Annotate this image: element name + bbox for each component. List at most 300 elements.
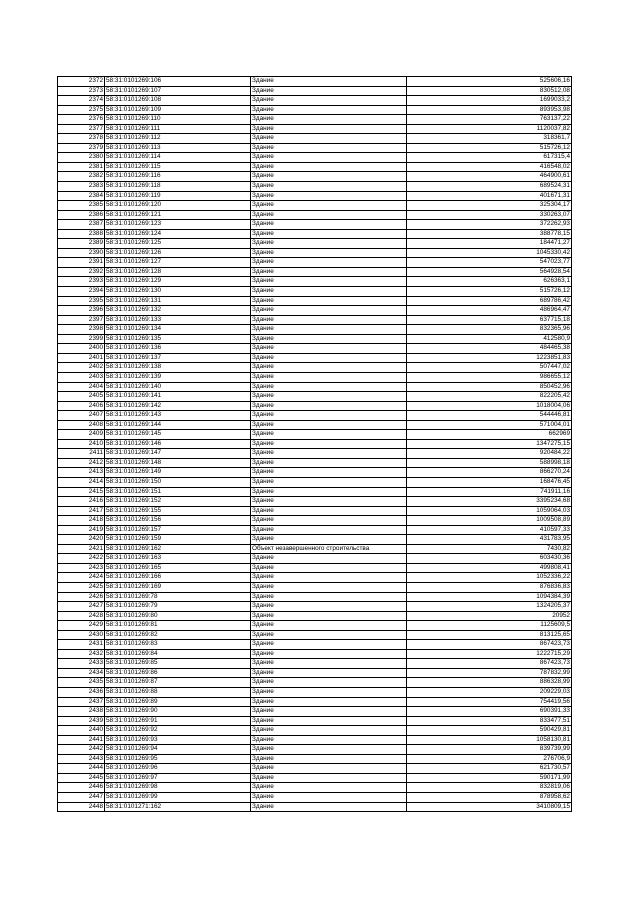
cadastral-number-cell: 58:31:0101269:106 (105, 77, 251, 87)
object-type-cell: Здание (251, 248, 407, 258)
cadastral-number-cell: 58:31:0101269:115 (105, 162, 251, 172)
cadastral-value-cell: 325304,17 (407, 201, 572, 211)
row-number-cell: 2437 (58, 697, 105, 707)
cadastral-value-cell: 3410809,15 (407, 802, 572, 812)
table-row (58, 621, 572, 631)
cadastral-value-cell: 416548,02 (407, 162, 572, 172)
cadastral-number-cell: 58:31:0101269:82 (105, 630, 251, 640)
cadastral-value-cell: 590429,81 (407, 726, 572, 736)
table-row (58, 592, 572, 602)
object-type-cell: Здание (251, 754, 407, 764)
row-number-cell: 2424 (58, 573, 105, 583)
cadastral-value-cell: 832365,96 (407, 325, 572, 335)
object-type-cell: Здание (251, 802, 407, 812)
table-row (58, 563, 572, 573)
table-row (58, 468, 572, 478)
cadastral-number-cell: 58:31:0101269:94 (105, 745, 251, 755)
cadastral-number-cell: 58:31:0101269:139 (105, 372, 251, 382)
cadastral-value-cell: 20952 (407, 611, 572, 621)
row-number-cell: 2388 (58, 229, 105, 239)
object-type-cell: Здание (251, 477, 407, 487)
cadastral-value-cell: 276706,9 (407, 754, 572, 764)
table-row (58, 344, 572, 354)
row-number-cell: 2396 (58, 306, 105, 316)
object-type-cell: Здание (251, 77, 407, 87)
cadastral-number-cell: 58:31:0101269:107 (105, 86, 251, 96)
object-type-cell: Здание (251, 449, 407, 459)
object-type-cell: Здание (251, 707, 407, 717)
cadastral-number-cell: 58:31:0101269:111 (105, 124, 251, 134)
cadastral-number-cell: 58:31:0101269:152 (105, 497, 251, 507)
cadastral-number-cell: 58:31:0101269:141 (105, 392, 251, 402)
cadastral-value-cell: 431783,95 (407, 535, 572, 545)
cadastral-number-cell: 58:31:0101269:91 (105, 716, 251, 726)
cadastral-number-cell: 58:31:0101269:128 (105, 267, 251, 277)
table-row (58, 162, 572, 172)
object-type-cell: Здание (251, 630, 407, 640)
cadastral-value-table (57, 76, 572, 812)
cadastral-value-cell: 1045330,42 (407, 248, 572, 258)
object-type-cell: Здание (251, 497, 407, 507)
cadastral-value-cell: 590171,99 (407, 773, 572, 783)
cadastral-value-cell: 388778,15 (407, 229, 572, 239)
cadastral-number-cell: 58:31:0101269:138 (105, 363, 251, 373)
object-type-cell: Здание (251, 649, 407, 659)
table-row (58, 659, 572, 669)
row-number-cell: 2426 (58, 592, 105, 602)
row-number-cell: 2442 (58, 745, 105, 755)
table-row (58, 611, 572, 621)
row-number-cell: 2401 (58, 353, 105, 363)
cadastral-value-cell: 878958,62 (407, 793, 572, 803)
cadastral-value-cell: 830512,08 (407, 86, 572, 96)
cadastral-value-cell: 822205,42 (407, 392, 572, 402)
cadastral-value-cell: 754419,56 (407, 697, 572, 707)
table-row (58, 449, 572, 459)
table-row (58, 554, 572, 564)
cadastral-number-cell: 58:31:0101269:150 (105, 477, 251, 487)
object-type-cell: Здание (251, 182, 407, 192)
table-row (58, 382, 572, 392)
row-number-cell: 2379 (58, 143, 105, 153)
table-row (58, 754, 572, 764)
row-number-cell: 2395 (58, 296, 105, 306)
row-number-cell: 2448 (58, 802, 105, 812)
cadastral-number-cell: 58:31:0101269:99 (105, 793, 251, 803)
object-type-cell: Здание (251, 287, 407, 297)
cadastral-number-cell: 58:31:0101269:129 (105, 277, 251, 287)
cadastral-value-cell: 839739,99 (407, 745, 572, 755)
cadastral-value-cell: 1009508,89 (407, 516, 572, 526)
table-row (58, 688, 572, 698)
cadastral-value-cell: 1018004,06 (407, 401, 572, 411)
cadastral-number-cell: 58:31:0101269:78 (105, 592, 251, 602)
row-number-cell: 2423 (58, 563, 105, 573)
cadastral-number-cell: 58:31:0101269:86 (105, 668, 251, 678)
object-type-cell: Здание (251, 468, 407, 478)
row-number-cell: 2372 (58, 77, 105, 87)
table-row (58, 640, 572, 650)
row-number-cell: 2425 (58, 582, 105, 592)
row-number-cell: 2390 (58, 248, 105, 258)
cadastral-number-cell: 58:31:0101269:125 (105, 239, 251, 249)
cadastral-number-cell: 58:31:0101269:89 (105, 697, 251, 707)
cadastral-number-cell: 58:31:0101269:110 (105, 115, 251, 125)
table-row (58, 353, 572, 363)
row-number-cell: 2445 (58, 773, 105, 783)
table-row (58, 172, 572, 182)
table-row (58, 716, 572, 726)
cadastral-number-cell: 58:31:0101269:148 (105, 458, 251, 468)
table-row (58, 430, 572, 440)
row-number-cell: 2398 (58, 325, 105, 335)
table-row (58, 210, 572, 220)
table-row (58, 77, 572, 87)
object-type-cell: Здание (251, 535, 407, 545)
cadastral-number-cell: 58:31:0101269:134 (105, 325, 251, 335)
cadastral-value-cell: 1125609,5 (407, 621, 572, 631)
cadastral-number-cell: 58:31:0101269:145 (105, 430, 251, 440)
row-number-cell: 2391 (58, 258, 105, 268)
table-row (58, 544, 572, 554)
cadastral-number-cell: 58:31:0101269:162 (105, 544, 251, 554)
cadastral-value-cell: 507447,02 (407, 363, 572, 373)
row-number-cell: 2432 (58, 649, 105, 659)
table-row (58, 735, 572, 745)
object-type-cell: Здание (251, 726, 407, 736)
table-row (58, 745, 572, 755)
table-row (58, 248, 572, 258)
row-number-cell: 2443 (58, 754, 105, 764)
object-type-cell: Здание (251, 563, 407, 573)
object-type-cell: Здание (251, 582, 407, 592)
table-row (58, 105, 572, 115)
object-type-cell: Здание (251, 191, 407, 201)
table-row (58, 315, 572, 325)
cadastral-number-cell: 58:31:0101269:144 (105, 420, 251, 430)
cadastral-value-cell: 525606,16 (407, 77, 572, 87)
object-type-cell: Здание (251, 296, 407, 306)
row-number-cell: 2387 (58, 220, 105, 230)
object-type-cell: Здание (251, 115, 407, 125)
row-number-cell: 2439 (58, 716, 105, 726)
cadastral-value-cell: 464900,61 (407, 172, 572, 182)
object-type-cell: Здание (251, 392, 407, 402)
table-row (58, 296, 572, 306)
row-number-cell: 2399 (58, 334, 105, 344)
table-row (58, 287, 572, 297)
object-type-cell: Здание (251, 716, 407, 726)
cadastral-number-cell: 58:31:0101269:147 (105, 449, 251, 459)
cadastral-number-cell: 58:31:0101269:159 (105, 535, 251, 545)
cadastral-value-cell: 1052336,22 (407, 573, 572, 583)
table-row (58, 153, 572, 163)
cadastral-value-cell: 184471,27 (407, 239, 572, 249)
row-number-cell: 2420 (58, 535, 105, 545)
cadastral-value-cell: 484465,38 (407, 344, 572, 354)
table-row (58, 134, 572, 144)
cadastral-number-cell: 58:31:0101269:151 (105, 487, 251, 497)
object-type-cell: Здание (251, 105, 407, 115)
cadastral-number-cell: 58:31:0101269:97 (105, 773, 251, 783)
object-type-cell: Здание (251, 372, 407, 382)
row-number-cell: 2434 (58, 668, 105, 678)
table-row (58, 458, 572, 468)
object-type-cell: Здание (251, 363, 407, 373)
object-type-cell: Здание (251, 277, 407, 287)
table-row (58, 124, 572, 134)
row-number-cell: 2409 (58, 430, 105, 440)
cadastral-number-cell: 58:31:0101269:124 (105, 229, 251, 239)
object-type-cell: Здание (251, 124, 407, 134)
row-number-cell: 2431 (58, 640, 105, 650)
cadastral-value-cell: 318361,7 (407, 134, 572, 144)
cadastral-value-cell: 372262,93 (407, 220, 572, 230)
object-type-cell: Здание (251, 134, 407, 144)
row-number-cell: 2441 (58, 735, 105, 745)
cadastral-number-cell: 58:31:0101269:157 (105, 525, 251, 535)
cadastral-number-cell: 58:31:0101269:166 (105, 573, 251, 583)
row-number-cell: 2392 (58, 267, 105, 277)
object-type-cell: Здание (251, 201, 407, 211)
row-number-cell: 2430 (58, 630, 105, 640)
cadastral-value-cell: 1223851,83 (407, 353, 572, 363)
cadastral-value-cell: 1058130,81 (407, 735, 572, 745)
row-number-cell: 2444 (58, 764, 105, 774)
cadastral-value-cell: 787832,99 (407, 668, 572, 678)
row-number-cell: 2375 (58, 105, 105, 115)
table-row (58, 306, 572, 316)
cadastral-number-cell: 58:31:0101269:136 (105, 344, 251, 354)
row-number-cell: 2410 (58, 439, 105, 449)
cadastral-value-cell: 832819,06 (407, 783, 572, 793)
table-row (58, 630, 572, 640)
table-row (58, 334, 572, 344)
object-type-cell: Здание (251, 525, 407, 535)
table-row (58, 525, 572, 535)
cadastral-number-cell: 58:31:0101269:131 (105, 296, 251, 306)
cadastral-number-cell: 58:31:0101269:121 (105, 210, 251, 220)
row-number-cell: 2447 (58, 793, 105, 803)
table-row (58, 487, 572, 497)
object-type-cell: Здание (251, 458, 407, 468)
object-type-cell: Здание (251, 783, 407, 793)
cadastral-number-cell: 58:31:0101269:85 (105, 659, 251, 669)
object-type-cell: Здание (251, 210, 407, 220)
cadastral-number-cell: 58:31:0101269:132 (105, 306, 251, 316)
table-row (58, 392, 572, 402)
table-row (58, 239, 572, 249)
cadastral-number-cell: 58:31:0101269:84 (105, 649, 251, 659)
table-row (58, 439, 572, 449)
cadastral-number-cell: 58:31:0101269:118 (105, 182, 251, 192)
cadastral-value-cell: 515726,12 (407, 143, 572, 153)
cadastral-number-cell: 58:31:0101269:133 (105, 315, 251, 325)
cadastral-value-cell: 1222715,29 (407, 649, 572, 659)
table-row (58, 258, 572, 268)
cadastral-value-cell: 571004,01 (407, 420, 572, 430)
cadastral-value-cell: 486964,47 (407, 306, 572, 316)
row-number-cell: 2417 (58, 506, 105, 516)
object-type-cell: Здание (251, 267, 407, 277)
cadastral-number-cell: 58:31:0101269:126 (105, 248, 251, 258)
table-row (58, 764, 572, 774)
table-row (58, 267, 572, 277)
cadastral-value-cell: 1699033,2 (407, 96, 572, 106)
object-type-cell: Здание (251, 659, 407, 669)
cadastral-value-cell: 876836,83 (407, 582, 572, 592)
cadastral-value-cell: 886328,99 (407, 678, 572, 688)
cadastral-number-cell: 58:31:0101269:90 (105, 707, 251, 717)
cadastral-value-cell: 209229,03 (407, 688, 572, 698)
cadastral-value-cell: 499808,41 (407, 563, 572, 573)
object-type-cell: Здание (251, 430, 407, 440)
object-type-cell: Здание (251, 306, 407, 316)
cadastral-value-cell: 3395234,68 (407, 497, 572, 507)
table-row (58, 143, 572, 153)
cadastral-number-cell: 58:31:0101269:87 (105, 678, 251, 688)
row-number-cell: 2416 (58, 497, 105, 507)
cadastral-number-cell: 58:31:0101269:155 (105, 506, 251, 516)
cadastral-value-cell: 544446,81 (407, 411, 572, 421)
table-row (58, 582, 572, 592)
row-number-cell: 2446 (58, 783, 105, 793)
table-row (58, 506, 572, 516)
cadastral-number-cell: 58:31:0101269:149 (105, 468, 251, 478)
row-number-cell: 2436 (58, 688, 105, 698)
cadastral-value-cell: 867423,73 (407, 640, 572, 650)
object-type-cell: Здание (251, 315, 407, 325)
table-row (58, 86, 572, 96)
cadastral-value-cell: 1094384,39 (407, 592, 572, 602)
object-type-cell: Здание (251, 516, 407, 526)
object-type-cell: Здание (251, 602, 407, 612)
object-type-cell: Здание (251, 220, 407, 230)
cadastral-number-cell: 58:31:0101269:146 (105, 439, 251, 449)
table-row (58, 420, 572, 430)
row-number-cell: 2376 (58, 115, 105, 125)
cadastral-number-cell: 58:31:0101269:156 (105, 516, 251, 526)
cadastral-number-cell: 58:31:0101269:95 (105, 754, 251, 764)
object-type-cell: Здание (251, 621, 407, 631)
object-type-cell: Здание (251, 640, 407, 650)
cadastral-value-cell: 1347275,15 (407, 439, 572, 449)
object-type-cell: Здание (251, 411, 407, 421)
cadastral-number-cell: 58:31:0101269:98 (105, 783, 251, 793)
cadastral-number-cell: 58:31:0101269:169 (105, 582, 251, 592)
cadastral-value-cell: 410597,33 (407, 525, 572, 535)
cadastral-number-cell: 58:31:0101269:142 (105, 401, 251, 411)
row-number-cell: 2422 (58, 554, 105, 564)
object-type-cell: Здание (251, 258, 407, 268)
row-number-cell: 2397 (58, 315, 105, 325)
object-type-cell: Здание (251, 592, 407, 602)
row-number-cell: 2415 (58, 487, 105, 497)
row-number-cell: 2385 (58, 201, 105, 211)
table-row (58, 535, 572, 545)
table-row (58, 602, 572, 612)
row-number-cell: 2400 (58, 344, 105, 354)
cadastral-value-cell: 1059064,03 (407, 506, 572, 516)
cadastral-number-cell: 58:31:0101269:88 (105, 688, 251, 698)
row-number-cell: 2435 (58, 678, 105, 688)
object-type-cell: Здание (251, 162, 407, 172)
cadastral-number-cell: 58:31:0101269:83 (105, 640, 251, 650)
table-row (58, 229, 572, 239)
cadastral-number-cell: 58:31:0101269:80 (105, 611, 251, 621)
cadastral-value-cell: 920484,22 (407, 449, 572, 459)
cadastral-number-cell: 58:31:0101269:119 (105, 191, 251, 201)
row-number-cell: 2408 (58, 420, 105, 430)
object-type-cell: Здание (251, 229, 407, 239)
table-row (58, 678, 572, 688)
row-number-cell: 2378 (58, 134, 105, 144)
object-type-cell: Здание (251, 325, 407, 335)
object-type-cell: Здание (251, 382, 407, 392)
cadastral-value-cell: 626363,1 (407, 277, 572, 287)
cadastral-value-cell: 1324205,37 (407, 602, 572, 612)
row-number-cell: 2402 (58, 363, 105, 373)
row-number-cell: 2433 (58, 659, 105, 669)
object-type-cell: Здание (251, 401, 407, 411)
row-number-cell: 2377 (58, 124, 105, 134)
table-row (58, 182, 572, 192)
cadastral-number-cell: 58:31:0101269:108 (105, 96, 251, 106)
row-number-cell: 2393 (58, 277, 105, 287)
cadastral-number-cell: 58:31:0101269:79 (105, 602, 251, 612)
row-number-cell: 2406 (58, 401, 105, 411)
table-row (58, 649, 572, 659)
cadastral-value-cell: 588998,18 (407, 458, 572, 468)
row-number-cell: 2374 (58, 96, 105, 106)
cadastral-value-cell: 401671,31 (407, 191, 572, 201)
cadastral-value-cell: 813125,65 (407, 630, 572, 640)
object-type-cell: Здание (251, 745, 407, 755)
object-type-cell: Здание (251, 353, 407, 363)
table-row (58, 372, 572, 382)
row-number-cell: 2440 (58, 726, 105, 736)
cadastral-number-cell: 58:31:0101269:163 (105, 554, 251, 564)
table-row (58, 191, 572, 201)
cadastral-number-cell: 58:31:0101269:123 (105, 220, 251, 230)
object-type-cell: Здание (251, 506, 407, 516)
table-row (58, 201, 572, 211)
cadastral-value-cell: 515726,12 (407, 287, 572, 297)
row-number-cell: 2404 (58, 382, 105, 392)
cadastral-number-cell: 58:31:0101269:96 (105, 764, 251, 774)
cadastral-number-cell: 58:31:0101269:92 (105, 726, 251, 736)
cadastral-number-cell: 58:31:0101269:120 (105, 201, 251, 211)
cadastral-value-cell: 1120037,82 (407, 124, 572, 134)
cadastral-number-cell: 58:31:0101269:112 (105, 134, 251, 144)
row-number-cell: 2383 (58, 182, 105, 192)
object-type-cell: Объект незавершенного строительства (251, 544, 407, 554)
cadastral-value-cell: 412580,9 (407, 334, 572, 344)
table-row (58, 668, 572, 678)
row-number-cell: 2427 (58, 602, 105, 612)
cadastral-value-cell: 833477,51 (407, 716, 572, 726)
row-number-cell: 2411 (58, 449, 105, 459)
object-type-cell: Здание (251, 678, 407, 688)
cadastral-value-cell: 867423,73 (407, 659, 572, 669)
table-row (58, 325, 572, 335)
object-type-cell: Здание (251, 172, 407, 182)
cadastral-value-cell: 7430,82 (407, 544, 572, 554)
object-type-cell: Здание (251, 420, 407, 430)
table-row (58, 783, 572, 793)
table-row (58, 220, 572, 230)
cadastral-value-cell: 986655,12 (407, 372, 572, 382)
